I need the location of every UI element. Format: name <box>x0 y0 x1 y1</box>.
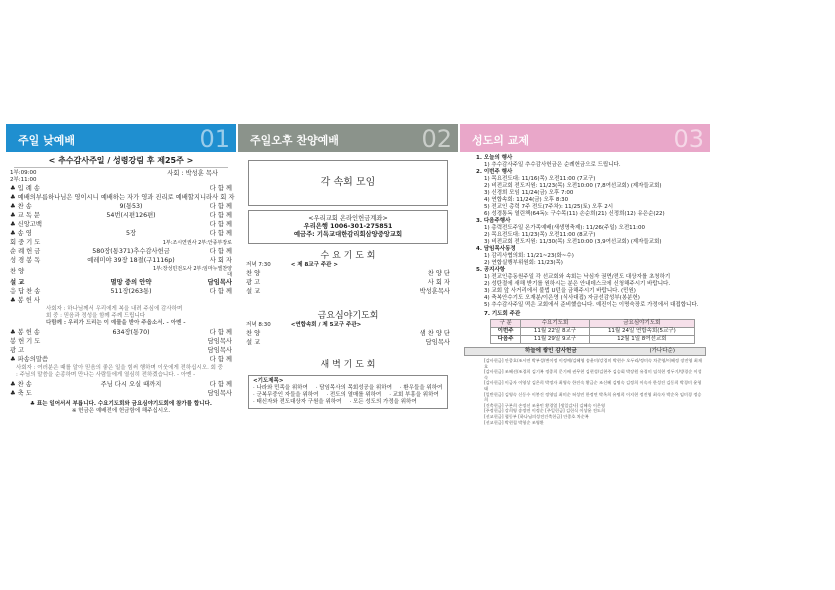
order-leader: 다 함 께 <box>209 202 232 210</box>
sending-litany: 사회자 : 여러분은 때를 알아 믿음의 좋은 일을 힘써 행하며 이웃에게 전하십시오. 회 중 : 주님의 말씀을 순종하며 만나는 사람들에게 열심히 전하겠습니다. - 아멘 - <box>16 365 223 378</box>
footnote: ※ 헌금은 예배전에 헌금함에 해주십시오. <box>71 408 171 414</box>
order-row <box>10 328 232 337</box>
duty-cell: 12월 1일 8여선교회 <box>589 336 694 344</box>
order-label: 응 답 찬 송 <box>10 287 41 295</box>
order-label: ♣ 찬 송 <box>10 380 32 388</box>
order-row <box>10 184 232 193</box>
wed-sub <box>238 262 458 269</box>
thanks-line: [건축헌금] 구본희 손정선 조용민 황경열 [생일감사] 김혜숙 이은영 <box>484 402 606 408</box>
announcement-line: 5) 추수감사주일 떡은 교회에서 준비했습니다. 예진이는 이명숙장로 가정에서 대접합니다. <box>484 302 699 308</box>
fri-host: <연합속회 / 제 5교구 주관> <box>290 322 362 328</box>
announcement-line: 2) 비전교회 전도지원: 11/23(목) 오전10:00 (7,8여선교회) (제자들교회) <box>484 183 662 189</box>
announcement-line: 1) 총력전도주일 온가족예배(새생명축제): 11/26(주일) 오전11:00 <box>484 225 646 231</box>
fri-sub <box>238 322 458 329</box>
announcement-line: 1) 감리사협의회: 11/21~23(화~수) <box>484 253 574 259</box>
announcement-line: 3) 신경희 모임 11/24(금) 오후 7:00 <box>484 190 574 196</box>
order-content: 511장(263통) <box>110 287 152 295</box>
order-label: 찬 양 <box>246 329 261 337</box>
prayer-topic: · 나라와 민족을 위하여 <box>253 385 308 391</box>
prayer-topic: · 모든 성도의 가정을 위하여 <box>349 399 417 405</box>
order-leader: 사 회 자 <box>212 193 235 201</box>
announcement-line: 5. 공지사항 <box>476 267 506 273</box>
order-label: ♣ 송 영 <box>10 229 32 237</box>
order-label: 설 교 <box>246 338 261 346</box>
dawn-prayer-title: 새 벽 기 도 회 <box>320 360 376 370</box>
thanks-list <box>460 358 710 420</box>
order-leader: 1부:조시연권사 2부:안종부장로 <box>162 239 232 246</box>
order-label: ♣ 축 도 <box>10 389 32 397</box>
announcement-line: 6) 성경통독 열린책(64독): 구수목(11) 손순희(21) 신정희(12) 유은순(22) <box>484 211 665 217</box>
thanks-note: (가나다순) <box>649 348 675 354</box>
fri-order <box>238 329 458 347</box>
order-row <box>246 329 450 338</box>
order-row <box>10 346 232 355</box>
order-row <box>10 256 232 265</box>
announcement-line: 1. 오늘의 행사 <box>476 155 513 161</box>
announcement-line: 4) 연합속회: 11/24(금) 오후 8:30 <box>484 197 569 203</box>
account-holder: 예금주: 기독교대한감리회삼양중앙교회 <box>293 231 403 238</box>
thanks-line: [감사헌금] 이금자 이영상 김은희 박정자 최영숙 한진숙 황금순 조신혜 김명숙 김정희 이숙자 한성진 김동희 박경미 윤형태 <box>484 380 702 391</box>
order-label: ♣ 예배의부름 <box>10 193 49 201</box>
order-row <box>10 337 232 346</box>
order-label: 광 고 <box>10 346 25 354</box>
service-times <box>10 170 37 184</box>
announcement-line: 1) 목요전도대: 11/16(목) 오전11:00 (7교구) <box>484 176 596 182</box>
order-label: 설 교 <box>10 278 25 286</box>
order-row <box>10 211 232 220</box>
announcement-line: 1) 전교인총동원주일 각 선교회와 속회는 낙심자 권면/전도 대상자를 초청하기 <box>484 274 671 280</box>
panel-title: 주일 낮예배 <box>18 134 75 147</box>
order-leader: 다 함 께 <box>209 211 232 219</box>
order-label: ♣ 입 례 송 <box>10 184 40 192</box>
thanks-line: [선교헌금] 협동부 [하나님의성전건축헌금] 안종호 차순복 <box>484 413 589 419</box>
panel-header <box>6 124 236 152</box>
order-leader: 다 함 께 <box>209 247 232 255</box>
fri-prayer-title: 금요심야기도회 <box>317 311 379 321</box>
duty-cell: 11월 29일 9교구 <box>521 336 589 344</box>
order-row <box>10 247 232 256</box>
service-time: 1부:09:00 <box>10 170 37 176</box>
duty-head: 수요기도회 <box>521 320 589 328</box>
litany-line: 다함께 : 우리가 드리는 이 예물을 받아 주옵소서. - 아멘 - <box>46 320 186 326</box>
order-row <box>10 238 232 247</box>
thanks-title: 하늘에 쌓인 감사헌금 <box>525 348 577 354</box>
wed-time: 저녁 7:30 <box>246 262 271 268</box>
wed-prayer-title: 수 요 기 도 회 <box>320 251 376 261</box>
announcement-line: 3. 다음주행사 <box>476 218 511 224</box>
order-row <box>246 278 450 287</box>
duty-head: 구 분 <box>491 320 521 328</box>
duty-cell: 이번주 <box>491 328 521 336</box>
order-row <box>10 296 232 305</box>
thanks-band <box>464 347 706 356</box>
prayer-topic: · 전도의 열매를 위하여 <box>326 392 382 398</box>
offering-litany <box>6 305 236 328</box>
prayer-topic: · 담임목사의 목회성공을 위하여 <box>315 385 392 391</box>
order-label: 성 경 봉 독 <box>10 256 41 264</box>
prayer-topics-title: <기도제목> <box>253 378 284 384</box>
litany-line: 회 중 : 믿음과 정성을 함께 주께 드립니다 <box>46 313 146 319</box>
thanks-line: [주정헌금] 강희영 송정연 이정순 [주일헌금] 김헌식 이상윤 전도희 <box>484 408 606 414</box>
presider: 사회 : 박성훈 목사 <box>167 170 218 177</box>
afternoon-worship-panel <box>238 124 458 479</box>
order-label: ♣ 교 독 문 <box>10 211 40 219</box>
order-leader: 담임목사 <box>207 346 232 354</box>
order-label: ♣ 파송의말씀 <box>10 355 49 363</box>
prayer-topics-box <box>248 375 448 409</box>
duty-title: 7. 기도회 주관 <box>484 311 521 317</box>
prayer-topic: · 군복무중인 자들을 위하여 <box>253 392 319 398</box>
order-row <box>246 338 450 347</box>
order-content: 예레미야 39장 18절(구1116p) <box>87 256 175 264</box>
order-row <box>10 380 232 389</box>
order-row <box>10 193 235 202</box>
order-leader: 찬 양 단 <box>427 269 450 277</box>
order-leader: 담임목사 <box>425 338 450 346</box>
prayer-topic: · 환우들을 위하여 <box>399 385 443 391</box>
thanks-foot: [선교헌금] 박현철 박형순 조영환 <box>484 419 544 425</box>
duty-head: 금요심야기도회 <box>589 320 694 328</box>
duty-cell: 11월 24일 연합속회(5교구) <box>589 328 694 336</box>
announcement-line: 2. 이번주 행사 <box>476 169 513 175</box>
panel-title: 주일오후 찬양예배 <box>250 134 339 147</box>
announcement-line: 4. 담임목사동정 <box>476 246 516 252</box>
duty-cell: 다음주 <box>491 336 521 344</box>
order-leader: 다 함 께 <box>209 328 232 336</box>
order-content: 하나님은 영이시니 예배하는 자가 영과 진리로 예배할지니라 <box>48 193 213 201</box>
order-row <box>10 265 232 278</box>
announcement-line: 4) 축복안수기도 오재분/이은영 (식사대접) 자금선감성부(봉분헌) <box>484 295 640 301</box>
order-content: 634장(통70) <box>112 328 150 336</box>
order-leader: 담임목사 <box>207 389 232 397</box>
litany-line: 사회자 : 하나님께서 우리에게 복을 내려 주심에 감사하며 <box>46 306 183 312</box>
order-leader: 다 함 께 <box>209 287 232 295</box>
order-leader: 담임목사 <box>207 337 232 345</box>
duty-cell: 11월 22일 8교구 <box>521 328 589 336</box>
order-of-service-2 <box>6 328 236 364</box>
order-of-service-3 <box>6 380 236 398</box>
order-row <box>10 287 232 296</box>
order-label: ♣ 찬 송 <box>10 202 32 210</box>
order-label: 회 중 기 도 <box>10 238 41 246</box>
order-row <box>10 220 232 229</box>
online-offering-box <box>248 210 448 244</box>
order-label: ♣ 신앙고백 <box>10 220 42 228</box>
order-leader: 다 함 께 <box>209 355 232 363</box>
announcement-line: 3) 비전교회 전도지원: 11/30(목) 오전10:00 (3,9여선교회) (제자들교회) <box>484 239 662 245</box>
order-row <box>246 269 450 278</box>
order-leader: 사 회 자 <box>427 278 450 286</box>
announcement-line: 2) 성탄절에 새해 받기를 원하시는 분은 안내데스크에 신청해주시기 바랍니다. <box>484 281 671 287</box>
order-content: 주님 다시 오실 때까지 <box>100 380 162 388</box>
announcement-line: 3) 교회 앞 사거리에서 불법 U턴을 금해주시기 바랍니다. (민원) <box>484 288 636 294</box>
thanks-line: [감사헌금] 안종호/조시연 박부성/변이정 이정예/김혜영 송윤미/강경미 박현수 오두리/정미숙 차준영/이혜정 장진영 최재호 <box>484 358 702 369</box>
order-row <box>246 287 450 296</box>
order-leader: 박성훈목사 <box>419 287 450 295</box>
order-content: 5장 <box>125 229 137 237</box>
announcements <box>460 152 710 309</box>
order-leader: 1부:장성민전도사 2부:임마누엘찬양대 <box>153 265 232 278</box>
order-leader: 다 함 께 <box>209 380 232 388</box>
fri-time: 저녁 8:30 <box>246 322 271 328</box>
prayer-topics <box>253 385 443 406</box>
order-label: 광 고 <box>246 278 261 286</box>
bank-account: 우리은행 1006-301-275851 <box>303 223 393 230</box>
panel-header <box>460 124 710 152</box>
order-content: 9(통53) <box>119 202 143 210</box>
order-label: 봉 헌 기 도 <box>10 337 41 345</box>
announcement-line: 1) 추수감사주일 추수감사헌금은 순례헌금으로 드립니다. <box>484 162 621 168</box>
order-row <box>10 355 232 364</box>
order-of-service <box>6 184 236 305</box>
liturgical-theme: < 추수감사주일 / 성령강림 후 제25주 > <box>14 155 228 168</box>
announcement-line: 2) 목요전도대: 11/23(목) 오전11:00 (8교구) <box>484 232 596 238</box>
order-row <box>10 278 232 287</box>
order-content: 580장(통371)추수감사헌금 <box>92 247 170 255</box>
order-content: 멸망 중의 안약 <box>110 278 152 286</box>
morning-worship-panel <box>6 124 236 479</box>
order-leader: 샘 찬 양 단 <box>419 329 450 337</box>
order-label: 순 례 헌 금 <box>10 247 41 255</box>
online-title: <우리교회 온라인헌금계좌> <box>308 215 388 222</box>
order-row <box>10 229 232 238</box>
order-label: 설 교 <box>246 287 261 295</box>
duty-table <box>490 319 695 344</box>
order-leader: 다 함 께 <box>209 220 232 228</box>
service-time: 2부:11:00 <box>10 177 37 183</box>
order-label: ♣ 봉 헌 송 <box>10 328 40 336</box>
announcement-line: 2) 연합실행부위원회: 11/23(목) <box>484 260 563 266</box>
wed-order <box>238 269 458 296</box>
prayer-topic: · 태신자와 전도대상자 구원을 위하여 <box>253 399 342 405</box>
event-title: 각 속회 모임 <box>320 177 376 188</box>
cell-group-box <box>248 160 448 206</box>
wed-host: < 제 8교구 주관 > <box>290 262 339 268</box>
panel-header <box>238 124 458 152</box>
order-leader: 담임목사 <box>207 278 232 286</box>
order-leader: 다 함 께 <box>209 229 232 237</box>
panel-number: 01 <box>199 125 230 153</box>
panel-number: 03 <box>673 125 704 153</box>
panel-title: 성도의 교제 <box>472 134 529 147</box>
order-leader: 다 함 께 <box>209 184 232 192</box>
announcement-line: 5) 전교인 총력 7주 전도(7주차): 11/25(토) 오후 2시 <box>484 204 614 210</box>
order-label: 찬 양 <box>246 269 261 277</box>
fellowship-panel <box>460 124 710 479</box>
order-content: 54번(시편126편) <box>106 211 156 219</box>
order-label: 찬 양 <box>10 267 25 275</box>
panel-number: 02 <box>421 125 452 153</box>
thanks-line: [감사헌금] 조혜선/조경희 김기복 정종희 문기배 권무현 김현성/김현주 김승회 박장원 유경미 임석현 정두기/방경순 이성숙 <box>484 369 702 380</box>
prayer-topic: · 교회 부흥을 위하여 <box>389 392 439 398</box>
order-row <box>10 389 232 398</box>
order-leader: 사 회 자 <box>209 256 232 264</box>
footnote: ♣ 표는 일어서서 부릅니다. 수요기도회와 금요심야기도회에 참가를 합니다. <box>30 401 212 407</box>
order-label: ♣ 봉 헌 사 <box>10 296 40 304</box>
thanks-line: [일반헌금] 김영숙 신동수 이봉건 정영임 최미순 허성민 한정연 박옥희 유명희 이지현 정진영 최숙자 박순옥 임미경 정승희 <box>484 391 702 403</box>
order-row <box>10 202 232 211</box>
